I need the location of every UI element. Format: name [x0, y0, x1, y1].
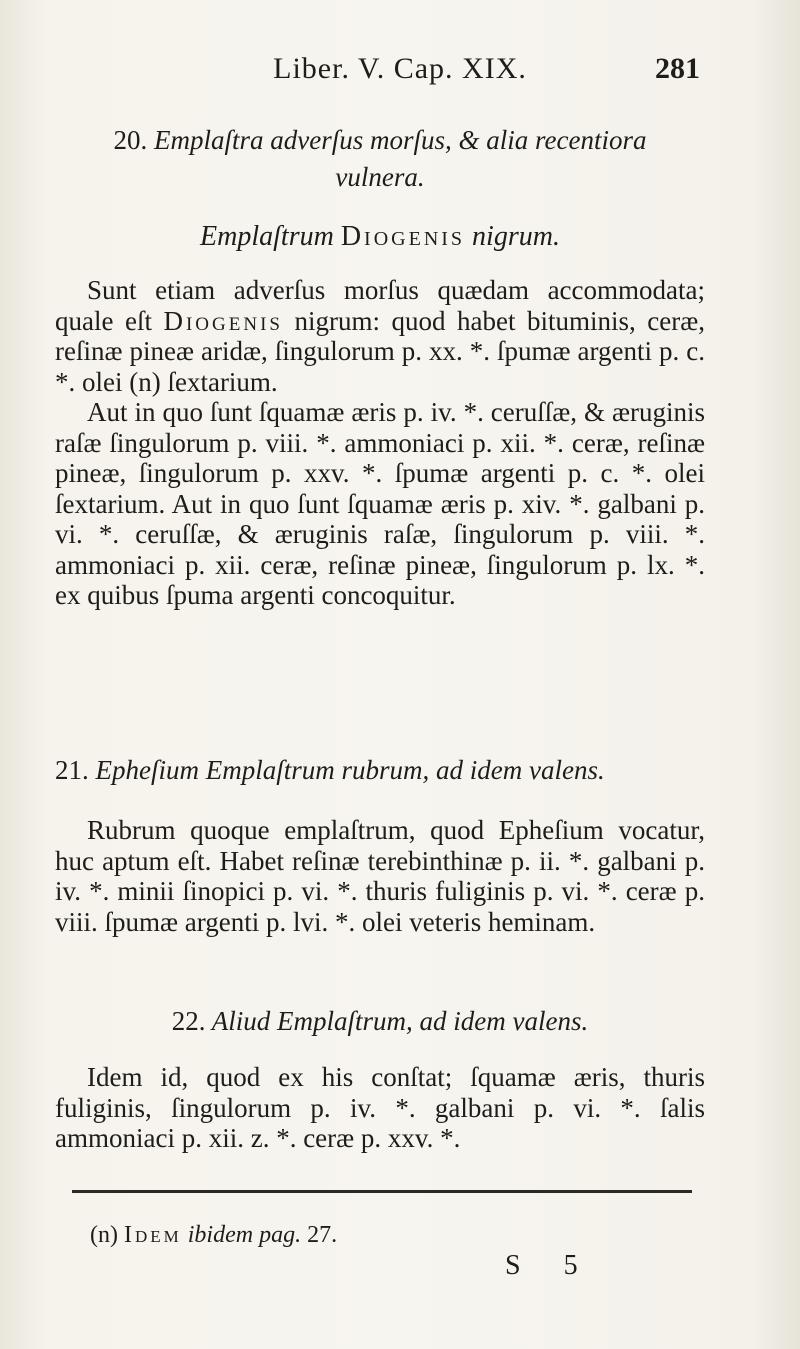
- footnote-marker: (n): [90, 1222, 118, 1248]
- section-22-heading: [55, 1003, 705, 1040]
- page-number: 281: [655, 52, 700, 85]
- footnote-name: Idem: [123, 1222, 182, 1248]
- section-20-title-line1: Emplaſtra adverſus morſus, & alia recentiora: [154, 125, 647, 155]
- section-21-title: Epheſium Emplaſtrum rubrum, ad idem valens.: [95, 755, 605, 785]
- section-20-paragraph-1: [55, 275, 705, 397]
- subheading-post: nigrum.: [472, 221, 560, 252]
- section-22-body: [55, 1062, 705, 1154]
- footnote-page: 27.: [307, 1222, 338, 1248]
- para1-name: Diogenis: [163, 305, 283, 336]
- section-20-number: 20.: [113, 125, 148, 155]
- para1-text-a: Sunt etiam adverſus morſus quædam accommodata; quale eſt: [55, 275, 705, 336]
- section-20-body: [55, 275, 705, 611]
- running-head: [0, 52, 800, 96]
- section-20-subheading: [55, 218, 705, 256]
- section-22-paragraph: Idem id, quod ex his conſtat; ſquamæ æris, thuris fuliginis, ſingulorum p. iv. *. galbani p. vi. *. ſalis ammoniaci p. xii. z. *. ceræ p. xxv. *.: [55, 1062, 705, 1153]
- footnote-rule: [72, 1190, 692, 1193]
- section-20-title-line2: vulnera.: [335, 162, 425, 192]
- section-22-number: 22.: [171, 1006, 206, 1036]
- section-21-number: 21.: [55, 755, 89, 785]
- signature-mark: S 5: [505, 1250, 596, 1281]
- running-head-title: Liber. V. Cap. XIX.: [273, 52, 527, 85]
- subheading-pre: Emplaſtrum: [200, 221, 334, 252]
- section-21-body: [55, 815, 705, 937]
- section-20-paragraph-2: Aut in quo ſunt ſquamæ æris p. iv. *. ceruſſæ, & æruginis raſæ ſingulorum p. viii. *. ammoniaci p. xii. *. ceræ, reſinæ pineæ, ſingulorum p. xxv. *. ſpumæ argenti p. c. *. olei ſextarium. Aut in quo ſunt ſquamæ æris p. xiv. *. galbani p. vi. *. ceruſſæ, & æruginis raſæ, ſingulorum p. viii. *. ammoniaci p. xii. ceræ, reſinæ pineæ, ſingulorum p. lx. *. ex quibus ſpuma argenti concoquitur.: [55, 397, 705, 610]
- section-20-heading: [55, 122, 705, 196]
- footnote-ref: ibidem pag.: [187, 1222, 302, 1248]
- section-22-title: Aliud Emplaſtrum, ad idem valens.: [211, 1006, 589, 1036]
- para1-text-b: nigrum: quod habet bituminis, ceræ, reſinæ pineæ aridæ, ſingulorum p. xx. *. ſpumæ argenti p. c. *. olei (n) ſextarium.: [55, 305, 705, 397]
- subheading-name: Diogenis: [340, 221, 466, 252]
- section-21-heading: [55, 752, 705, 789]
- section-21-paragraph: Rubrum quoque emplaſtrum, quod Epheſium vocatur, huc aptum eſt. Habet reſinæ terebinthinæ p. ii. *. galbani p. iv. *. minii ſinopici p. vi. *. thuris fuliginis p. vi. *. ceræ p. viii. ſpumæ argenti p. lvi. *. olei veteris heminam.: [55, 815, 705, 937]
- footnote: [90, 1222, 337, 1249]
